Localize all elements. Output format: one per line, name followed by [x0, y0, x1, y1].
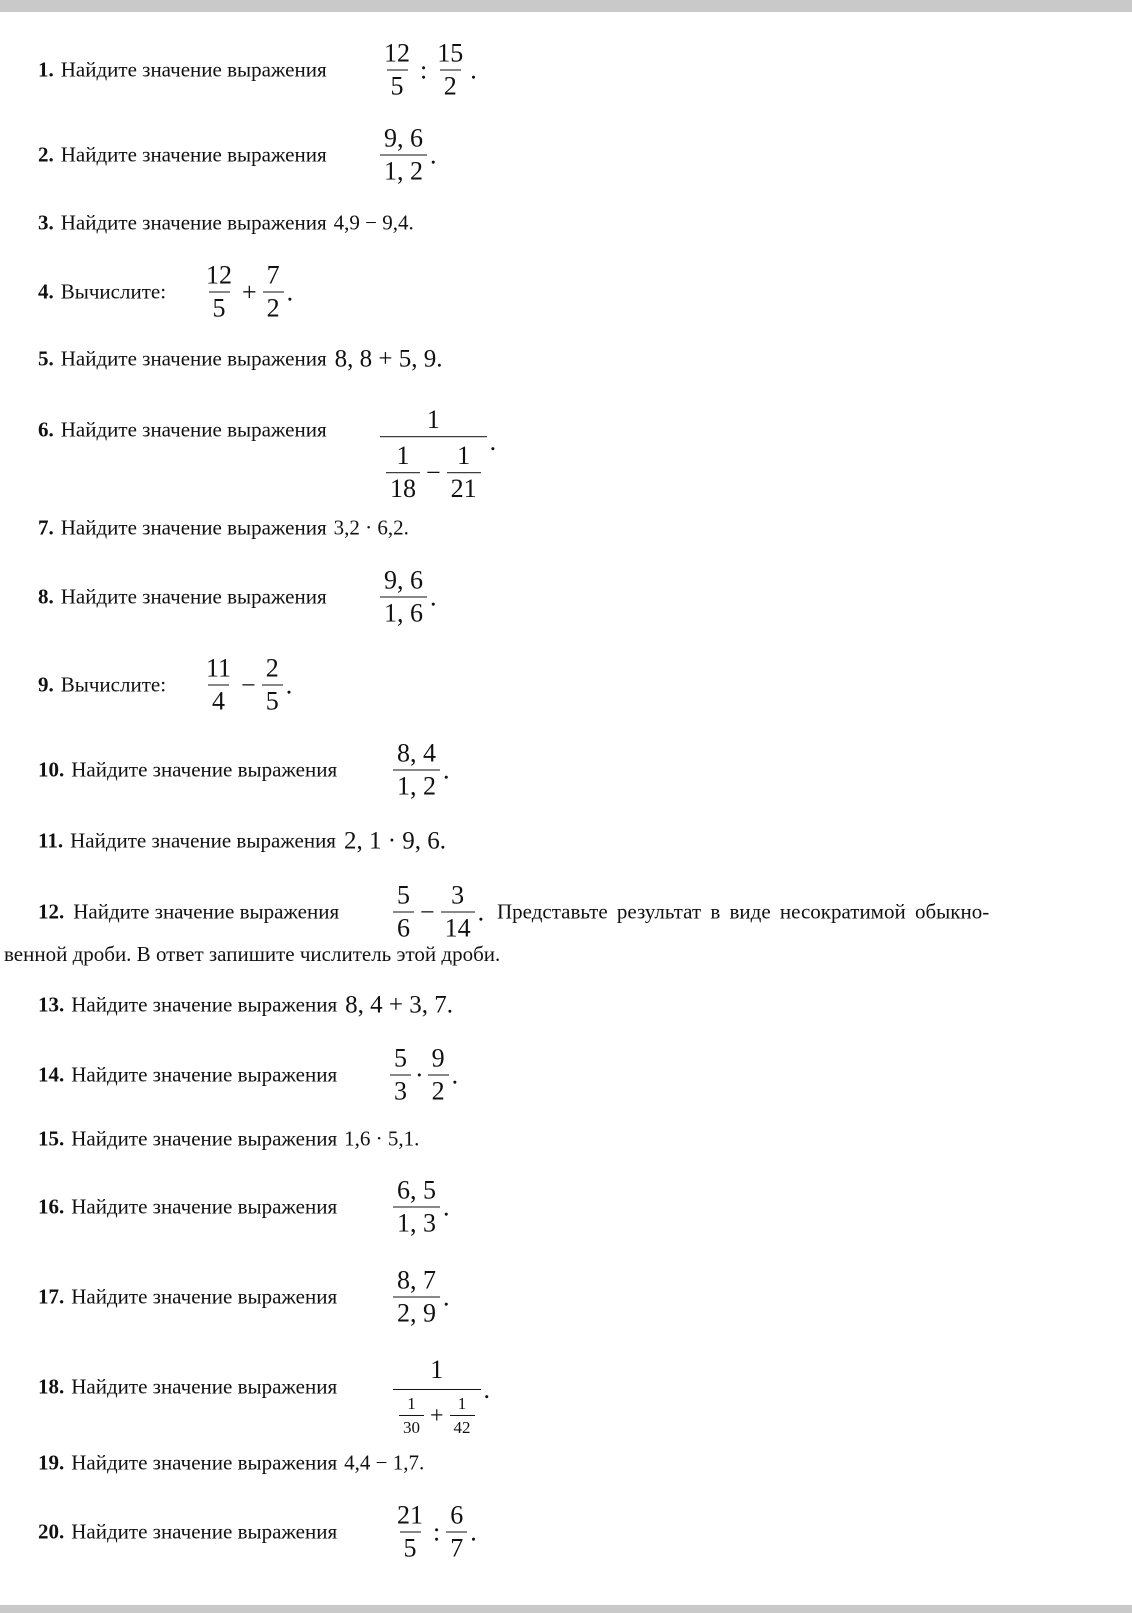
problem-number: 2. [38, 142, 54, 167]
fraction: $\frac{9, 6}{1, 6}$ [380, 568, 427, 627]
problem-text-continued: Представьте результат в виде несократимой обыкно- [497, 899, 990, 924]
problem-text: Найдите значение выражения [60, 515, 327, 540]
problem-text: Найдите значение выражения [71, 1374, 338, 1399]
expression: 3,2 · 6,2. [333, 515, 409, 540]
problem-number: 11. [38, 828, 64, 853]
fraction: $\frac{1}{30}$ [399, 1395, 424, 1436]
problem-number: 19. [38, 1450, 65, 1475]
expression: $\frac{11}{4}$ − $\frac{2}{5}$ . [200, 656, 292, 715]
problem-number: 9. [38, 672, 54, 697]
expression: 8, 8 + 5, 9. [334, 345, 443, 373]
bottom-border [0, 1605, 1132, 1613]
fraction: $\frac{9, 6}{1, 2}$ [380, 126, 427, 185]
expression: 1 $\frac{1}{18}$ − $\frac{1}{21}$ . [378, 407, 496, 502]
problem-number: 1. [38, 57, 54, 82]
fraction: $\frac{15}{2}$ [437, 38, 464, 101]
fraction: $\frac{5}{6}$ [393, 883, 414, 942]
expression: 8, 4 + 3, 7. [345, 991, 453, 1019]
fraction: $\frac{3}{14}$ [441, 883, 475, 942]
problem-text: Вычислите: [60, 279, 167, 304]
fraction: $\frac{2}{5}$ [262, 656, 283, 715]
problem-text: Найдите значение выражения [71, 1519, 338, 1544]
problem-text: Найдите значение выражения [70, 828, 336, 853]
problem-number: 20. [38, 1519, 65, 1544]
expression: $\frac{8, 4}{1, 2}$ . [391, 741, 450, 800]
expression: 2, 1 · 9, 6. [343, 827, 447, 855]
expression: 4,9 − 9,4. [333, 210, 414, 235]
top-border [0, 0, 1132, 12]
problem-number: 17. [38, 1284, 65, 1309]
fraction: $\frac{1}{18}$ [386, 443, 420, 502]
problem-number: 13. [38, 992, 65, 1017]
expression: $\frac{21}{5}$ : $\frac{6}{7}$ . [391, 1503, 477, 1562]
expression: 4,4 − 1,7. [344, 1450, 425, 1475]
problem-number: 10. [38, 757, 65, 782]
fraction: $\frac{7}{2}$ [263, 263, 284, 322]
problem-number: 12. [38, 899, 65, 924]
fraction: $\frac{5}{3}$ [390, 1046, 411, 1105]
fraction: $\frac{1}{42}$ [450, 1395, 475, 1436]
problem-text: Найдите значение выражения [60, 346, 327, 371]
fraction: $\frac{9}{2}$ [428, 1046, 449, 1105]
problem-text: Найдите значение выражения [71, 1450, 338, 1475]
fraction: $\frac{12}{5}$ [206, 260, 232, 323]
problem-number: 6. [38, 417, 54, 442]
expression: 1,6 · 5,1. [344, 1126, 420, 1151]
problem-12-second-line: венной дроби. В ответ запишите числитель этой дроби. [4, 942, 501, 966]
fraction: $\frac{8, 4}{1, 2}$ [393, 741, 440, 800]
problem-number: 14. [38, 1062, 65, 1087]
problem-number: 5. [38, 346, 54, 371]
problem-number: 15. [38, 1126, 65, 1151]
problem-text: Вычислите: [60, 672, 167, 697]
problem-number: 7. [38, 515, 54, 540]
expression: $\frac{5}{6}$ − $\frac{3}{14}$ . [391, 883, 484, 942]
compound-fraction: 1 $\frac{1}{18}$ − $\frac{1}{21}$ [380, 407, 487, 502]
problem-text: Найдите значение выражения [73, 899, 340, 924]
fraction: $\frac{1}{21}$ [447, 443, 481, 502]
expression: $\frac{12}{5}$ + $\frac{7}{2}$ . [200, 263, 293, 322]
expression: $\frac{9, 6}{1, 2}$ . [378, 126, 437, 185]
fraction: $\frac{21}{5}$ [397, 1500, 423, 1563]
problem-text: Найдите значение выражения [60, 584, 327, 609]
problem-text: Найдите значение выражения [71, 1126, 338, 1151]
problem-text: Найдите значение выражения [60, 417, 327, 442]
problem-text: Найдите значение выражения [71, 1284, 338, 1309]
fraction: $\frac{12}{5}$ [384, 38, 410, 101]
problem-text: Найдите значение выражения [60, 57, 327, 82]
expression: 1 $\frac{1}{30}$ + $\frac{1}{42}$ . [391, 1357, 490, 1436]
expression: $\frac{5}{3}$ · $\frac{9}{2}$ . [388, 1046, 458, 1105]
problem-text: Найдите значение выражения [71, 757, 338, 782]
fraction: $\frac{11}{4}$ [206, 653, 232, 716]
fraction: $\frac{6, 5}{1, 3}$ [393, 1178, 440, 1237]
compound-fraction: 1 $\frac{1}{30}$ + $\frac{1}{42}$ [393, 1357, 481, 1436]
problem-number: 8. [38, 584, 54, 609]
problem-text: Найдите значение выражения [60, 142, 327, 167]
fraction: $\frac{8, 7}{2, 9}$ [393, 1268, 440, 1327]
fraction: $\frac{6}{7}$ [446, 1503, 467, 1562]
problem-number: 3. [38, 210, 54, 235]
problem-number: 16. [38, 1194, 65, 1219]
expression: $\frac{8, 7}{2, 9}$ . [391, 1268, 450, 1327]
problem-text: Найдите значение выражения [60, 210, 327, 235]
problem-number: 18. [38, 1374, 65, 1399]
expression: $\frac{6, 5}{1, 3}$ . [391, 1178, 450, 1237]
problem-text: Найдите значение выражения [71, 1194, 338, 1219]
expression: $\frac{9, 6}{1, 6}$ . [378, 568, 437, 627]
problem-text: Найдите значение выражения [71, 992, 338, 1017]
problem-number: 4. [38, 279, 54, 304]
expression: $\frac{12}{5}$ : $\frac{15}{2}$ . [378, 41, 477, 100]
problem-text: Найдите значение выражения [71, 1062, 338, 1087]
